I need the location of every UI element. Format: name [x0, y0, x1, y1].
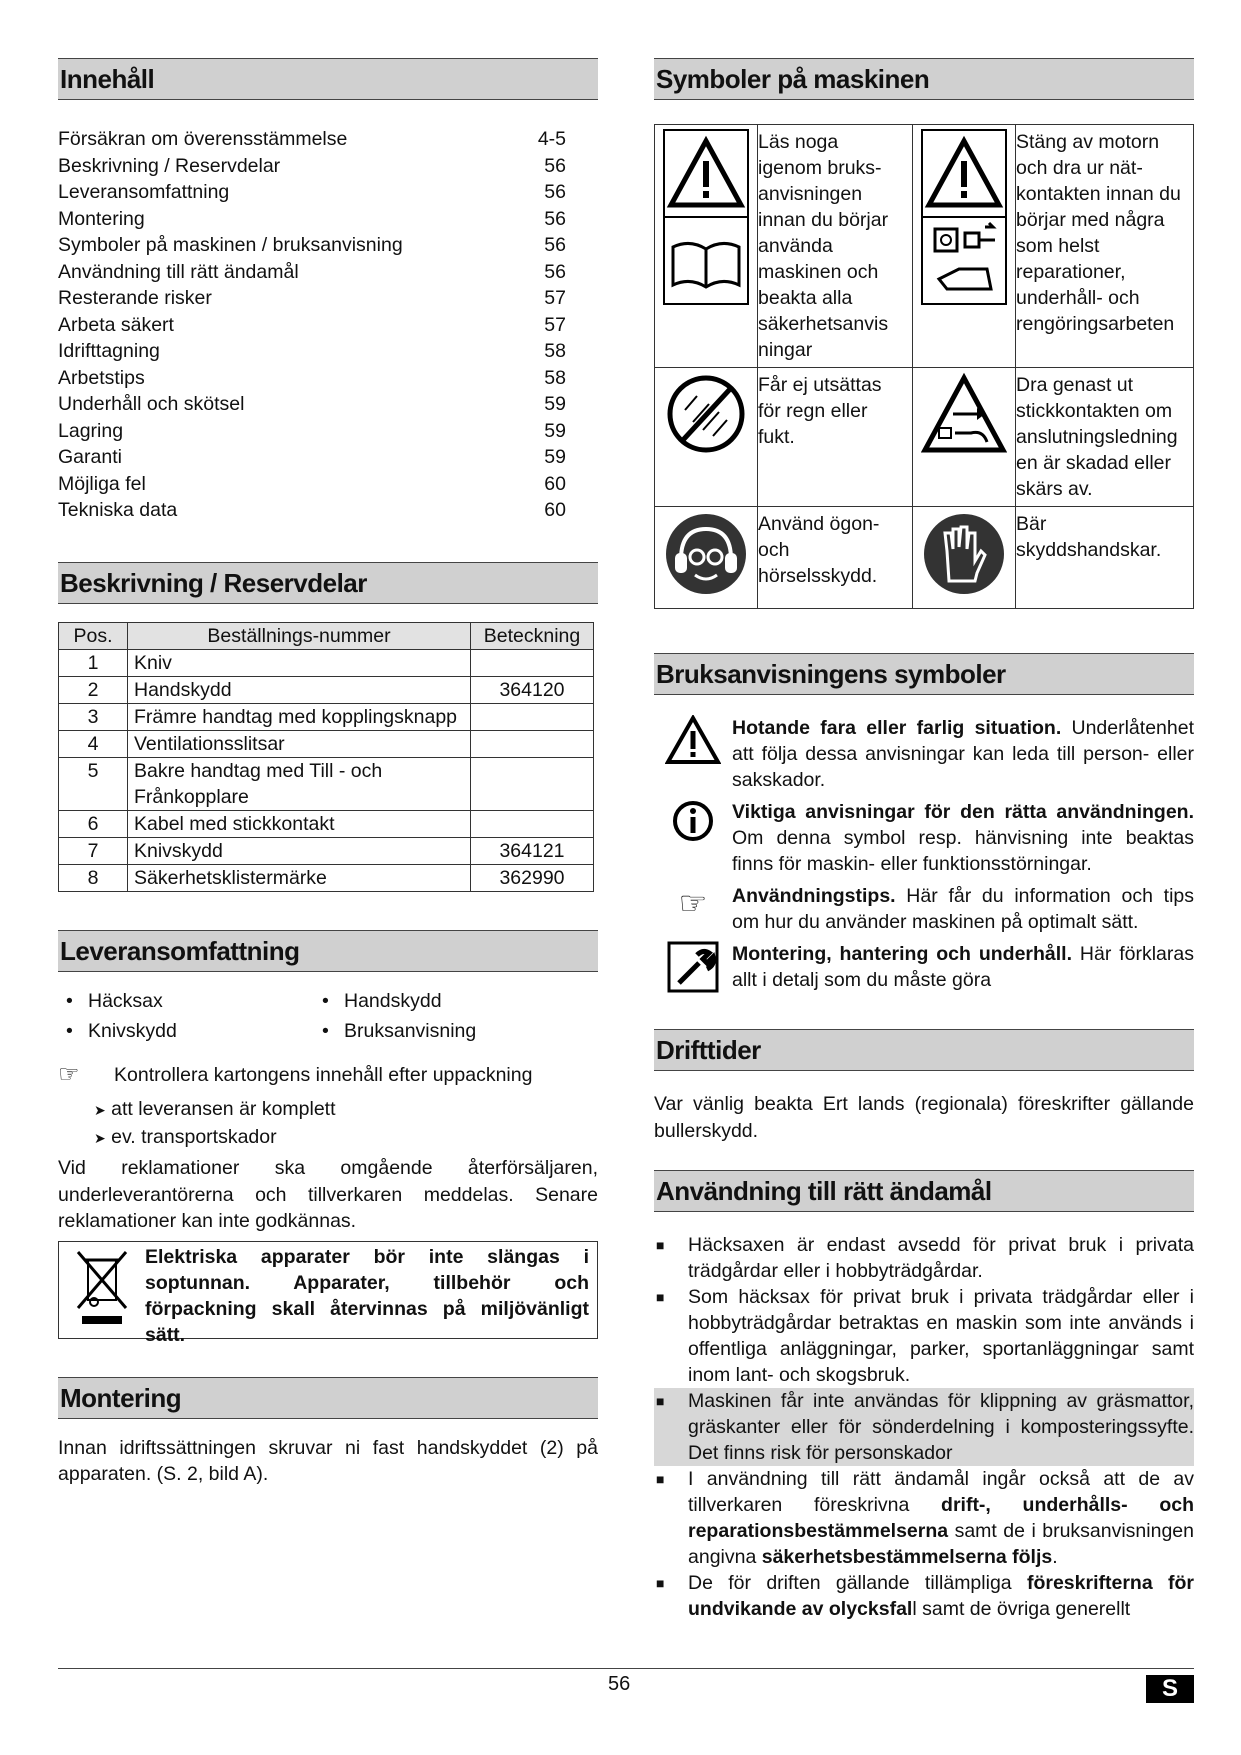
- list-item: ➤ att leveransen är komplett: [94, 1098, 336, 1120]
- part-pos: 3: [59, 703, 128, 730]
- part-name: Knivskydd: [128, 837, 471, 864]
- toc-label: Garanti: [58, 446, 122, 468]
- eye-ear-protection-icon: [655, 507, 758, 609]
- eye-ear-protection-text: Använd ögon- och hörselsskydd.: [758, 507, 913, 609]
- part-name: Ventilationsslitsar: [128, 730, 471, 757]
- parts-heading: Beskrivning / Reservdelar: [58, 562, 598, 604]
- part-pos: 7: [59, 837, 128, 864]
- list-item: ☞ Användningstips. Här får du information och tips om hur du använder maskinen på optimalt sätt.: [654, 883, 1194, 935]
- contents-heading: Innehåll: [58, 58, 598, 100]
- intended-use-heading: Användning till rätt ändamål: [654, 1170, 1194, 1212]
- pointing-hand-icon: ☞: [678, 885, 708, 921]
- part-name: Främre handtag med kopplingsknapp: [128, 703, 471, 730]
- damaged-cable-text: Dra genast ut stickkontakten om anslutningsledning en är skadad eller skärs av.: [1016, 368, 1194, 507]
- part-name: Handskydd: [128, 676, 471, 703]
- list-item: Viktiga anvisningar för den rätta användningen. Om denna symbol resp. hänvisning inte beaktas finns för maskin- eller funktionsstörningar.: [654, 799, 1194, 877]
- part-pos: 6: [59, 810, 128, 837]
- no-rain-text: Får ej utsättas för regn eller fukt.: [758, 368, 913, 507]
- damaged-cable-icon: [913, 368, 1016, 507]
- toc-label: Arbetstips: [58, 366, 145, 389]
- table-row: [59, 703, 594, 730]
- part-name: Kabel med stickkontakt: [128, 810, 471, 837]
- toc-page: 56: [544, 260, 566, 283]
- language-badge: S: [1146, 1675, 1194, 1703]
- toc-label: Resterande risker: [58, 287, 212, 309]
- toc-page: 59: [544, 419, 566, 442]
- read-manual-icon: [655, 125, 758, 368]
- table-row: [59, 837, 594, 864]
- toc-label: Försäkran om överensstämmelse: [58, 128, 348, 150]
- part-number: 362990: [471, 864, 594, 891]
- parts-header-pos: Pos.: [59, 622, 128, 649]
- gloves-icon: [913, 507, 1016, 609]
- machine-symbols-table: [654, 124, 1194, 609]
- toc-row: [58, 259, 598, 286]
- recycle-text: Elektriska apparater bör inte slängas i soptunnan. Apparater, tillbehör och förpackning skall återvinnas på miljövänligt sätt.: [145, 1245, 589, 1346]
- unplug-text: Stäng av motorn och dra ur nät-kontakten innan du börjar med några som helst reparationer, underhåll- och rengöringsarbeten: [1016, 125, 1194, 368]
- table-of-contents: [58, 126, 598, 524]
- wrench-icon: [654, 941, 732, 993]
- table-row: [59, 730, 594, 757]
- part-number: 364121: [471, 837, 594, 864]
- check-list: [58, 1096, 598, 1151]
- part-pos: 4: [59, 730, 128, 757]
- info-icon: [654, 799, 732, 877]
- part-number: 364120: [471, 676, 594, 703]
- toc-page: 57: [544, 287, 566, 309]
- list-item: Hotande fara eller farlig situation. Underlåtenhet att följa dessa anvisningar kan leda till person- eller sakskador.: [654, 715, 1194, 793]
- toc-label: Beskrivning / Reservdelar: [58, 154, 281, 177]
- part-number: [471, 810, 594, 837]
- table-row: [59, 649, 594, 676]
- toc-row: [58, 444, 598, 471]
- toc-row: [58, 338, 598, 365]
- toc-label: Arbeta säkert: [58, 313, 174, 336]
- toc-page: 4-5: [537, 128, 566, 150]
- gloves-text: Bär skyddshandskar.: [1016, 507, 1194, 609]
- list-item: • Handskydd: [322, 989, 442, 1012]
- list-item: Montering, hantering och underhåll. Här förklaras allt i detalj som du måste göra: [654, 941, 1194, 993]
- part-number: [471, 703, 594, 730]
- machine-symbols-heading: Symboler på maskinen: [654, 58, 1194, 100]
- part-name: Bakre handtag med Till - och Frånkopplare: [128, 757, 471, 810]
- toc-label: Användning till rätt ändamål: [58, 260, 299, 283]
- toc-page: 56: [544, 234, 566, 256]
- toc-row: [58, 285, 598, 312]
- part-pos: 2: [59, 676, 128, 703]
- toc-label: Montering: [58, 207, 145, 230]
- list-item: ■ Häcksaxen är endast avsedd för privat bruk i privata trädgårdar eller i hobbyträdgårdar.: [656, 1234, 1194, 1282]
- check-note: ☞ Kontrollera kartongens innehåll efter uppackning: [58, 1060, 533, 1088]
- operating-heading: Drifttider: [654, 1029, 1194, 1071]
- read-manual-text: Läs noga igenom bruks-anvisningen innan du börjar använda maskinen och beakta alla säkerhetsanvis ningar: [758, 125, 913, 368]
- page-number: 56: [608, 1673, 631, 1695]
- part-pos: 1: [59, 649, 128, 676]
- part-name: Säkerhetsklistermärke: [128, 864, 471, 891]
- parts-table: [58, 622, 594, 892]
- toc-page: 59: [544, 446, 566, 468]
- toc-page: 56: [544, 181, 566, 203]
- toc-row: [58, 365, 598, 392]
- toc-page: 57: [544, 313, 566, 336]
- right-column: [654, 58, 1194, 1622]
- table-row: [59, 864, 594, 891]
- delivery-list: [58, 986, 598, 1046]
- list-item: ■ I användning till rätt ändamål ingår också att de av tillverkaren föreskrivna drift-, underhålls- och reparationsbestämmelserna samt de i bruksanvisningen angivna säkerhetsbestämmelserna följs.: [656, 1468, 1194, 1568]
- toc-label: Tekniska data: [58, 499, 178, 521]
- table-row: [59, 676, 594, 703]
- toc-row: [58, 126, 598, 153]
- toc-row: [58, 391, 598, 418]
- toc-row: [58, 153, 598, 180]
- weee-bin-icon: [59, 1242, 145, 1338]
- list-item: ■ Maskinen får inte användas för klippning av gräsmattor, gräskanter eller för sönderdelning i komposteringssyfte. Det finns risk för personskador: [656, 1390, 1194, 1464]
- toc-row: [58, 179, 598, 206]
- part-pos: 8: [59, 864, 128, 891]
- table-row: [59, 757, 594, 810]
- toc-page: 58: [544, 340, 566, 362]
- toc-page: 60: [544, 472, 566, 495]
- warning-triangle-icon: [654, 715, 732, 793]
- toc-row: [58, 471, 598, 498]
- toc-label: Underhåll och skötsel: [58, 393, 245, 415]
- operating-text: Var vänlig beakta Ert lands (regionala) föreskrifter gällande bullerskydd.: [654, 1093, 1194, 1142]
- manual-symbols-list: [654, 715, 1194, 993]
- pointing-hand-icon: ☞: [58, 1060, 80, 1088]
- parts-header-order: Beställnings-nummer: [128, 622, 471, 649]
- list-item: ■ De för driften gällande tillämpliga föreskrifterna för undvikande av olycksfall samt de övriga generellt: [656, 1572, 1195, 1620]
- intended-use-list: [654, 1232, 1194, 1622]
- delivery-heading: Leveransomfattning: [58, 930, 598, 972]
- mounting-text: Innan idriftssättningen skruvar ni fast handskyddet (2) på apparaten. (S. 2, bild A).: [58, 1436, 598, 1485]
- toc-row: [58, 206, 598, 233]
- toc-page: 56: [544, 207, 566, 230]
- part-number: [471, 757, 594, 810]
- part-number: [471, 649, 594, 676]
- toc-page: 59: [544, 393, 566, 415]
- left-column: [58, 58, 598, 1488]
- manual-symbols-heading: Bruksanvisningens symboler: [654, 653, 1194, 695]
- part-number: [471, 730, 594, 757]
- toc-label: Leveransomfattning: [58, 181, 230, 203]
- toc-row: [58, 418, 598, 445]
- list-item: • Bruksanvisning: [322, 1019, 477, 1042]
- list-item: ➤ ev. transportskador: [94, 1125, 277, 1148]
- no-rain-icon: [655, 368, 758, 507]
- part-pos: 5: [59, 757, 128, 810]
- footer: [58, 1668, 1194, 1702]
- complaint-note: Vid reklamationer ska omgående återförsäljaren, underleverantörerna och tillverkaren meddelas. Senare reklamationer kan inte godkännas.: [58, 1157, 598, 1232]
- toc-row: [58, 497, 598, 524]
- toc-label: Idrifttagning: [58, 340, 160, 362]
- toc-row: [58, 232, 598, 259]
- list-item: • Knivskydd: [66, 1019, 177, 1042]
- list-item: • Häcksax: [66, 989, 163, 1012]
- toc-page: 56: [544, 154, 566, 177]
- mounting-heading: Montering: [58, 1377, 598, 1419]
- toc-page: 60: [544, 499, 566, 521]
- toc-label: Lagring: [58, 419, 124, 442]
- toc-label: Möjliga fel: [58, 472, 146, 495]
- list-item: ■ Som häcksax för privat bruk i privata trädgårdar eller i hobbyträdgårdar betraktas en maskin som inte används i offentliga anläggningar, parker, sportanläggningar samt inom lant- och skogsbruk.: [656, 1286, 1194, 1386]
- table-row: [59, 810, 594, 837]
- part-name: Kniv: [128, 649, 471, 676]
- toc-page: 58: [544, 366, 566, 389]
- recycle-box: [58, 1241, 598, 1346]
- parts-header-desc: Beteckning: [471, 622, 594, 649]
- unplug-icon: [913, 125, 1016, 368]
- toc-label: Symboler på maskinen / bruksanvisning: [58, 234, 403, 256]
- toc-row: [58, 312, 598, 339]
